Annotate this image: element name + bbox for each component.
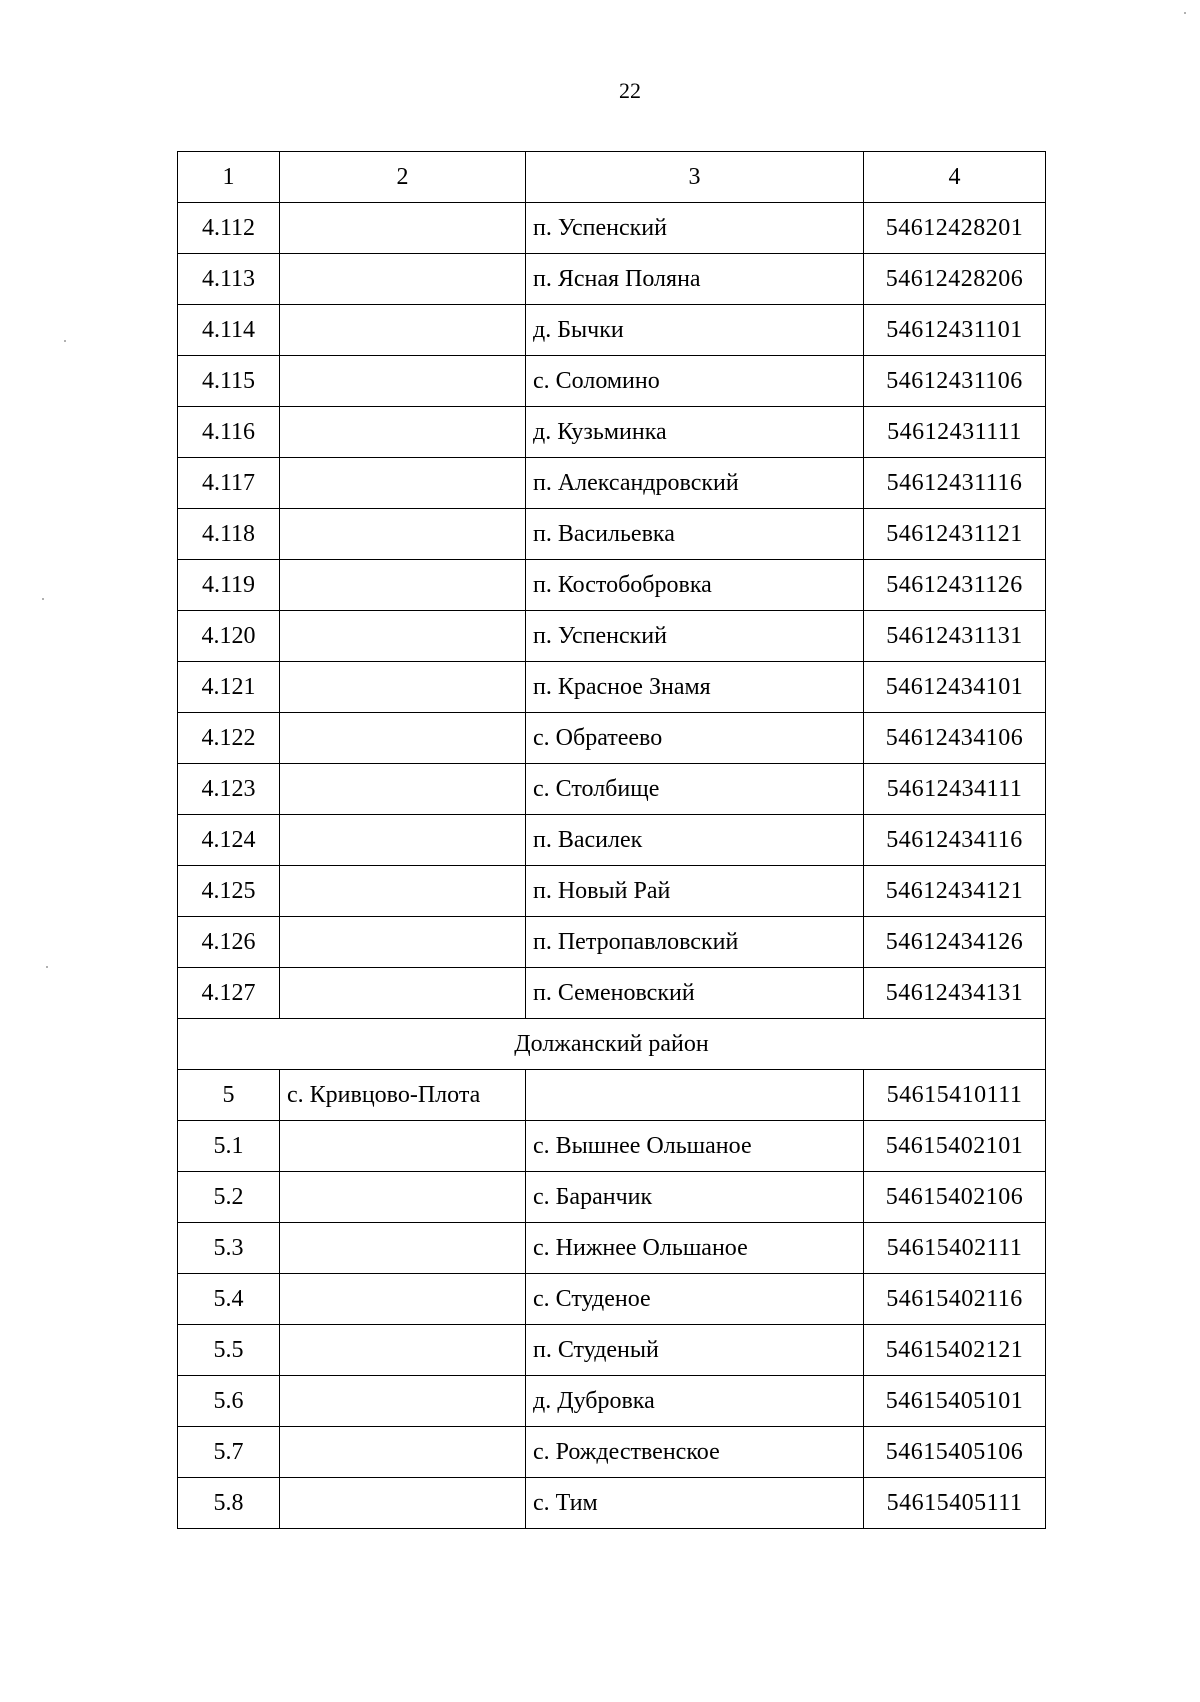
table-row [178,1223,1046,1274]
table-row [178,1070,1046,1121]
settlement-cell: д. Бычки [526,305,864,356]
row-number-cell: 4.114 [178,305,280,356]
center-cell [280,713,526,764]
table-row [178,356,1046,407]
oktmo-code-cell: 54612428206 [864,254,1046,305]
oktmo-code-cell: 54615402111 [864,1223,1046,1274]
oktmo-code-cell: 54615402116 [864,1274,1046,1325]
row-number-cell: 5.5 [178,1325,280,1376]
column-header: 1 [178,152,280,203]
oktmo-code-cell: 54612431101 [864,305,1046,356]
oktmo-code-cell: 54612434126 [864,917,1046,968]
settlement-cell: д. Кузьминка [526,407,864,458]
settlement-cell: с. Вышнее Ольшаное [526,1121,864,1172]
header-row [178,152,1046,203]
row-number-cell: 5 [178,1070,280,1121]
center-cell [280,968,526,1019]
oktmo-code-cell: 54612434106 [864,713,1046,764]
table-row [178,713,1046,764]
table-row [178,866,1046,917]
row-number-cell: 4.127 [178,968,280,1019]
oktmo-code-cell: 54612431126 [864,560,1046,611]
settlement-cell: с. Рождественское [526,1427,864,1478]
settlement-cell: п. Васильевка [526,509,864,560]
oktmo-code-cell: 54615405106 [864,1427,1046,1478]
scan-speck [42,598,44,600]
scan-speck [64,340,66,342]
section-title: Должанский район [178,1019,1046,1070]
oktmo-code-cell: 54615410111 [864,1070,1046,1121]
table-row [178,662,1046,713]
oktmo-code-cell: 54612428201 [864,203,1046,254]
settlement-cell: п. Семеновский [526,968,864,1019]
row-number-cell: 4.117 [178,458,280,509]
table-row [178,509,1046,560]
settlement-cell: п. Успенский [526,203,864,254]
center-cell [280,1427,526,1478]
row-number-cell: 5.2 [178,1172,280,1223]
settlement-cell: п. Петропавловский [526,917,864,968]
table-row [178,968,1046,1019]
row-number-cell: 4.122 [178,713,280,764]
oktmo-code-cell: 54615402121 [864,1325,1046,1376]
row-number-cell: 4.113 [178,254,280,305]
oktmo-code-cell: 54612431111 [864,407,1046,458]
table-row [178,1376,1046,1427]
center-cell [280,1376,526,1427]
settlement-cell: п. Студеный [526,1325,864,1376]
oktmo-code-cell: 54615405111 [864,1478,1046,1529]
oktmo-code-cell: 54612434121 [864,866,1046,917]
row-number-cell: 4.124 [178,815,280,866]
center-cell [280,458,526,509]
table-row [178,764,1046,815]
oktmo-code-cell: 54615402101 [864,1121,1046,1172]
settlements-table [177,151,1046,1529]
row-number-cell: 5.6 [178,1376,280,1427]
row-number-cell: 4.112 [178,203,280,254]
table-row [178,1172,1046,1223]
row-number-cell: 4.121 [178,662,280,713]
oktmo-code-cell: 54615402106 [864,1172,1046,1223]
settlement-cell: с. Нижнее Ольшаное [526,1223,864,1274]
settlement-cell: п. Костобобровка [526,560,864,611]
row-number-cell: 5.8 [178,1478,280,1529]
row-number-cell: 5.3 [178,1223,280,1274]
scan-speck [46,966,48,968]
row-number-cell: 4.115 [178,356,280,407]
row-number-cell: 5.4 [178,1274,280,1325]
oktmo-code-cell: 54612434101 [864,662,1046,713]
page-number: 22 [619,78,641,103]
oktmo-code-cell: 54612431116 [864,458,1046,509]
section-row [178,1019,1046,1070]
row-number-cell: 4.120 [178,611,280,662]
settlement-cell: с. Соломино [526,356,864,407]
table-row [178,1478,1046,1529]
row-number-cell: 5.7 [178,1427,280,1478]
settlement-cell: п. Василек [526,815,864,866]
center-cell [280,203,526,254]
center-cell [280,254,526,305]
table-row [178,917,1046,968]
center-cell [280,866,526,917]
center-cell: с. Кривцово-Плота [280,1070,526,1121]
row-number-cell: 4.116 [178,407,280,458]
oktmo-code-cell: 54612434116 [864,815,1046,866]
center-cell [280,1325,526,1376]
row-number-cell: 4.125 [178,866,280,917]
oktmo-code-cell: 54612431131 [864,611,1046,662]
table-row [178,815,1046,866]
oktmo-code-cell: 54612434131 [864,968,1046,1019]
table-row [178,611,1046,662]
row-number-cell: 4.123 [178,764,280,815]
row-number-cell: 4.126 [178,917,280,968]
table-row [178,1325,1046,1376]
table-row [178,407,1046,458]
table-row [178,1121,1046,1172]
center-cell [280,815,526,866]
center-cell [280,509,526,560]
table-row [178,1274,1046,1325]
settlement-cell: с. Баранчик [526,1172,864,1223]
row-number-cell: 4.118 [178,509,280,560]
table-row [178,203,1046,254]
table-row [178,254,1046,305]
column-header: 4 [864,152,1046,203]
row-number-cell: 5.1 [178,1121,280,1172]
center-cell [280,356,526,407]
center-cell [280,1223,526,1274]
table-row [178,560,1046,611]
settlement-cell: п. Александровский [526,458,864,509]
center-cell [280,764,526,815]
settlement-cell: п. Красное Знамя [526,662,864,713]
center-cell [280,1478,526,1529]
center-cell [280,407,526,458]
column-header: 3 [526,152,864,203]
settlement-cell: с. Обратеево [526,713,864,764]
center-cell [280,305,526,356]
settlement-cell: с. Студеное [526,1274,864,1325]
settlement-cell: д. Дубровка [526,1376,864,1427]
oktmo-code-cell: 54612431106 [864,356,1046,407]
settlement-cell [526,1070,864,1121]
center-cell [280,560,526,611]
table-row [178,1427,1046,1478]
center-cell [280,1121,526,1172]
table-row [178,305,1046,356]
scan-speck [1184,12,1186,14]
center-cell [280,1172,526,1223]
settlement-cell: с. Тим [526,1478,864,1529]
oktmo-code-cell: 54612434111 [864,764,1046,815]
table-row [178,458,1046,509]
settlement-cell: п. Новый Рай [526,866,864,917]
center-cell [280,1274,526,1325]
column-header: 2 [280,152,526,203]
center-cell [280,611,526,662]
center-cell [280,662,526,713]
settlement-cell: п. Успенский [526,611,864,662]
oktmo-code-cell: 54615405101 [864,1376,1046,1427]
center-cell [280,917,526,968]
settlement-cell: с. Столбище [526,764,864,815]
settlement-cell: п. Ясная Поляна [526,254,864,305]
row-number-cell: 4.119 [178,560,280,611]
oktmo-code-cell: 54612431121 [864,509,1046,560]
